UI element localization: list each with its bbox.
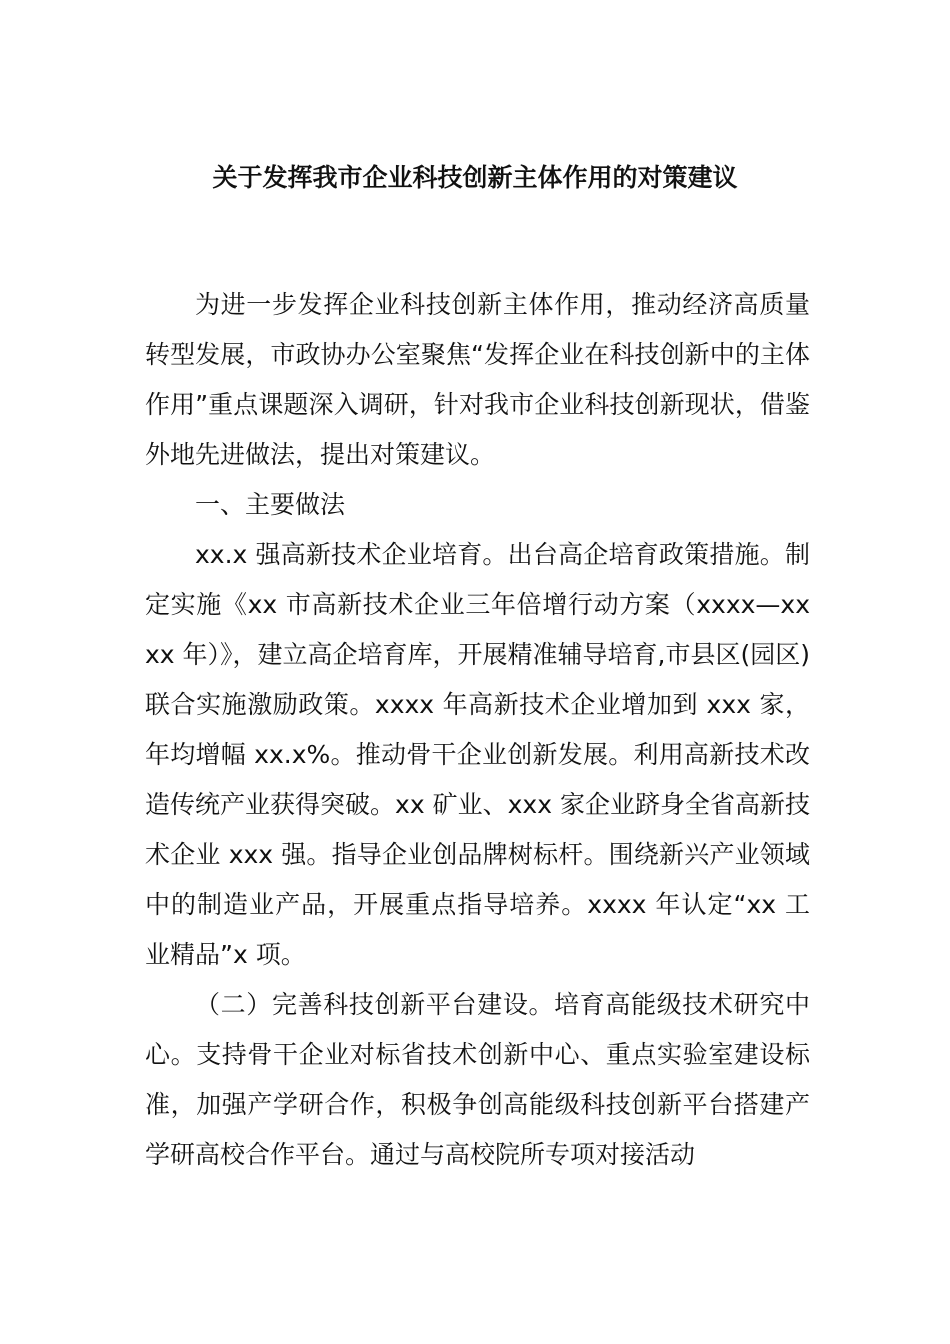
paragraph-high-tech-cultivation: xx.x 强高新技术企业培育。出台高企培育政策措施。制定实施《xx 市高新技术企业三年倍增行动方案（xxxx—xxxx 年）》，建立高企培育库，开展精准辅导培育,市县区(园区)联合实施激励政策。xxxx 年高新技术企业增加到 xxx 家，年均增幅 xx.x%。推动骨干企业创新发展。利用高新技术改造传统产业获得突破。xx 矿业、xxx 家企业跻身全省高新技术企业 xxx 强。指导企业创品牌树标杆。围绕新兴产业领域中的制造业产品，开展重点指导培养。xxxx 年认定“xx 工业精品”x 项。 [145, 540, 810, 969]
document-body [145, 280, 810, 1180]
paragraph-intro: 为进一步发挥企业科技创新主体作用，推动经济高质量转型发展，市政协办公室聚焦“发挥企业在科技创新中的主体作用”重点课题深入调研，针对我市企业科技创新现状，借鉴外地先进做法，提出对策建议。 [145, 290, 810, 469]
document-title: 关于发挥我市企业科技创新主体作用的对策建议 [212, 163, 738, 192]
paragraph-innovation-platform: （二）完善科技创新平台建设。培育高能级技术研究中心。支持骨干企业对标省技术创新中心、重点实验室建设标准，加强产学研合作，积极争创高能级科技创新平台搭建产学研高校合作平台。通过与高校院所专项对接活动 [145, 990, 810, 1169]
section-heading-main-practices: 一、主要做法 [195, 490, 346, 519]
